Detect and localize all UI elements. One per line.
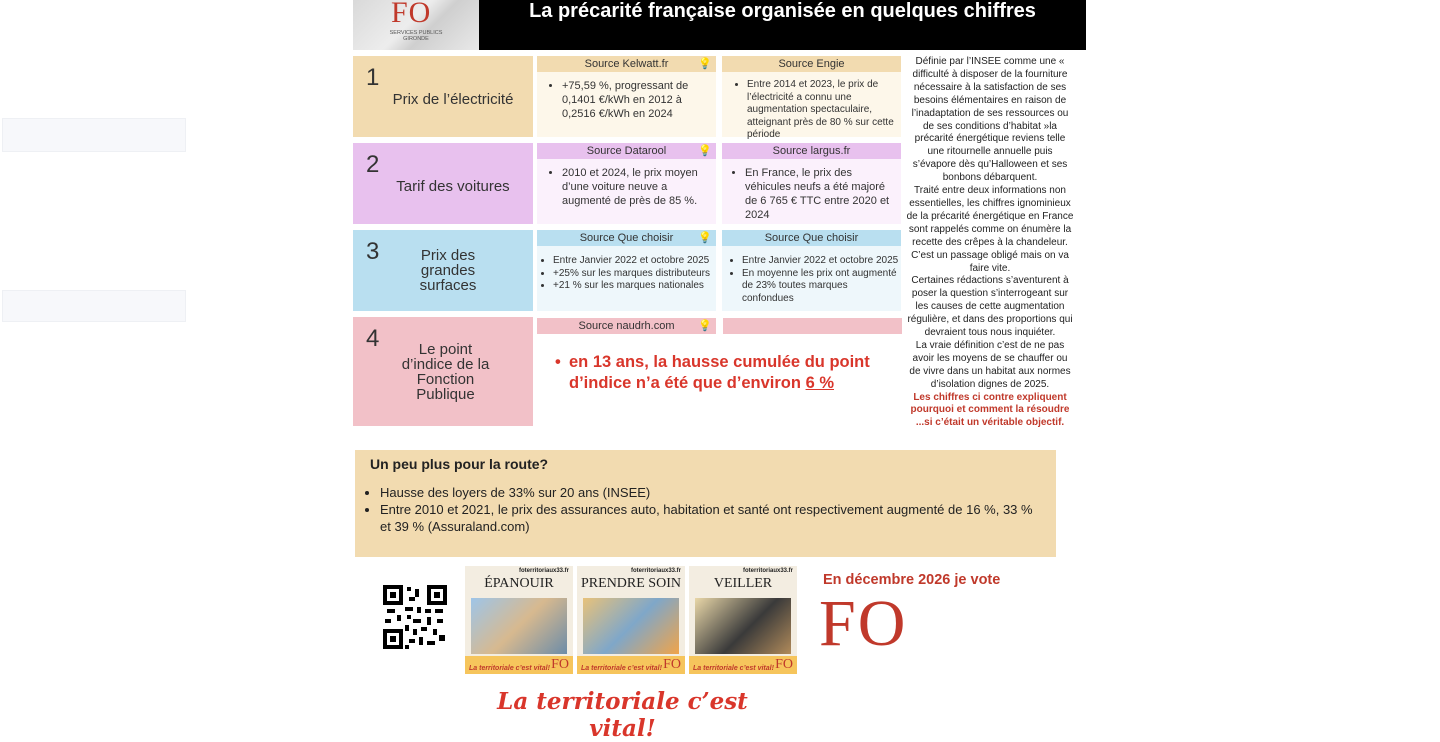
category-cars (353, 143, 533, 224)
source-header: Source Engie (722, 56, 901, 72)
source-header: Source Kelwatt.fr 💡 (537, 56, 716, 72)
poster-title: ÉPANOUIR (484, 576, 554, 591)
route-item: • Hausse des loyers de 33% sur 20 ans (INSEE) (380, 484, 1040, 501)
page-title: La précarité française organisée en quelques chiffres (529, 0, 1036, 22)
logo-subtitle: SERVICES PUBLICS GIRONDE (389, 30, 443, 42)
category-label: Prix de l’électricité (392, 91, 514, 108)
source-item: • Entre Janvier 2022 et octobre 2025 (742, 255, 901, 268)
category-label: Tarif des voitures (396, 178, 510, 195)
source-cell (546, 79, 716, 121)
side-conclusion: Les chiffres ci contre expliquent pourquoi et comment la résoudre ...si c’était un véritable objectif. (910, 391, 1070, 429)
lightbulb-icon: 💡 (698, 232, 712, 244)
highlight-value: 6 % (805, 374, 834, 392)
qr-code[interactable] (383, 585, 447, 649)
source-item: • 2010 et 2024, le prix moyen d’une voiture neuve a augmenté de près de 85 %. (562, 166, 711, 208)
source-header: Source Que choisir 💡 (537, 230, 716, 246)
poster-slogan: La territoriale c’est vital! (581, 665, 662, 672)
title-banner (479, 0, 1086, 50)
poster-photo (583, 598, 679, 654)
vote-text: En décembre 2026 je vote (823, 572, 1001, 588)
source-item: • +25% sur les marques distributeurs (553, 268, 716, 281)
ghost-panel-1 (2, 118, 186, 152)
source-item: • +75,59 %, progressant de 0,1401 €/kWh en 2012 à 0,2516 €/kWh en 2024 (562, 79, 716, 121)
category-label: Prix des grandes surfaces (419, 247, 477, 294)
source-header: Source Que choisir (722, 230, 901, 246)
poster-epanouir[interactable] (465, 566, 573, 674)
poster-title: VEILLER (713, 576, 773, 591)
category-number: 1 (366, 64, 380, 91)
poster-site: foterritoriaux33.fr (742, 568, 793, 574)
source-header: Source naudrh.com 💡 (537, 318, 716, 334)
poster-fo-logo: FO (775, 657, 793, 672)
category-electricity (353, 56, 533, 137)
category-index-point (353, 317, 533, 426)
source-item: • +21 % sur les marques nationales (553, 280, 716, 293)
side-paragraph: La vraie définition c’est de ne pas avoir les moyens de se chauffer ou de vivre dans un habitat aux normes d’isolation dignes de 2025. (909, 339, 1071, 390)
poster-slogan: La territoriale c’est vital! (469, 665, 550, 672)
source-cell (537, 255, 716, 293)
route-item: • Entre 2010 et 2021, le prix des assurances auto, habitation et santé ont respectivement augmenté de 16 %, 33 % et 39 % (Assuraland.com) (380, 501, 1040, 535)
source-cell (731, 79, 899, 142)
side-paragraph: Traité entre deux informations non essentielles, les chiffres ignominieux de la précarité énergétique en France sont rappelés comme on énumère la recette des crêpes à la chandeleur. C’est un passage obligé mais on va faire vite. (906, 185, 1074, 274)
poster-title: PRENDRE SOIN (581, 576, 681, 591)
index-highlight: • en 13 ans, la hausse cumulée du point d’indice n’a été que d’environ 6 % (555, 353, 870, 392)
route-title: Un peu plus pour la route? (370, 456, 549, 472)
poster-fo-logo: FO (663, 657, 681, 672)
route-box (355, 450, 1056, 557)
category-number: 3 (366, 238, 380, 265)
source-cell (546, 166, 711, 208)
category-supermarkets (353, 230, 533, 311)
source-item: • Entre 2014 et 2023, le prix de l’électricité a connu une augmentation spectaculaire, atteignant près de 80 % sur cette période (747, 79, 899, 142)
poster-site: foterritoriaux33.fr (630, 568, 681, 574)
source-header-empty (723, 318, 902, 334)
side-paragraph: Certaines rédactions s’aventurent à poser la question s’interrogeant sur les causes de cette augmentation régulière, et dans des proportions qui devraient tous nous inquiéter. (907, 275, 1073, 339)
fo-logo (353, 0, 479, 50)
lightbulb-icon: 💡 (698, 58, 712, 70)
poster-photo (471, 598, 567, 654)
lightbulb-icon: 💡 (698, 320, 712, 332)
category-label: Le point d’indice de la Fonction Publique (401, 341, 490, 403)
source-item: • En France, le prix des véhicules neufs a été majoré de 6 765 € TTC entre 2020 et 2024 (745, 166, 897, 222)
ghost-panel-2 (2, 290, 186, 322)
logo-text: FO (391, 0, 432, 29)
lightbulb-icon: 💡 (698, 145, 712, 157)
source-header: Source largus.fr (722, 143, 901, 159)
source-item: • Entre Janvier 2022 et octobre 2025 (553, 255, 716, 268)
source-cell (729, 166, 897, 222)
footer-slogan: La territoriale c’est vital! (497, 688, 748, 742)
category-number: 2 (366, 151, 380, 178)
side-paragraph: Définie par l’INSEE comme une « difficulté à disposer de la fourniture nécessaire à la satisfaction de ses besoins élémentaires en raison de l’inadaptation de ses ressources ou de ses conditions d’habitat »la précarité énergétique reviens telle une ritournelle annuelle puis s’évapore dès qu’Halloween et ses bonbons débarquent. (911, 56, 1069, 184)
poster-fo-logo: FO (551, 657, 569, 672)
poster-site: foterritoriaux33.fr (518, 568, 569, 574)
side-column (906, 56, 1074, 430)
poster-veiller[interactable] (689, 566, 797, 674)
poster-slogan: La territoriale c’est vital! (693, 665, 774, 672)
source-cell (726, 255, 901, 305)
category-number: 4 (366, 325, 380, 352)
source-header: Source Datarool 💡 (537, 143, 716, 159)
poster-prendre-soin[interactable] (577, 566, 685, 674)
poster-photo (695, 598, 791, 654)
highlight-text: en 13 ans, la hausse cumulée du point d’indice n’a été que d’environ (569, 353, 870, 392)
source-item: • En moyenne les prix ont augmenté de 23% toutes marques confondues (742, 268, 901, 306)
vote-fo-logo: FO (819, 587, 908, 660)
